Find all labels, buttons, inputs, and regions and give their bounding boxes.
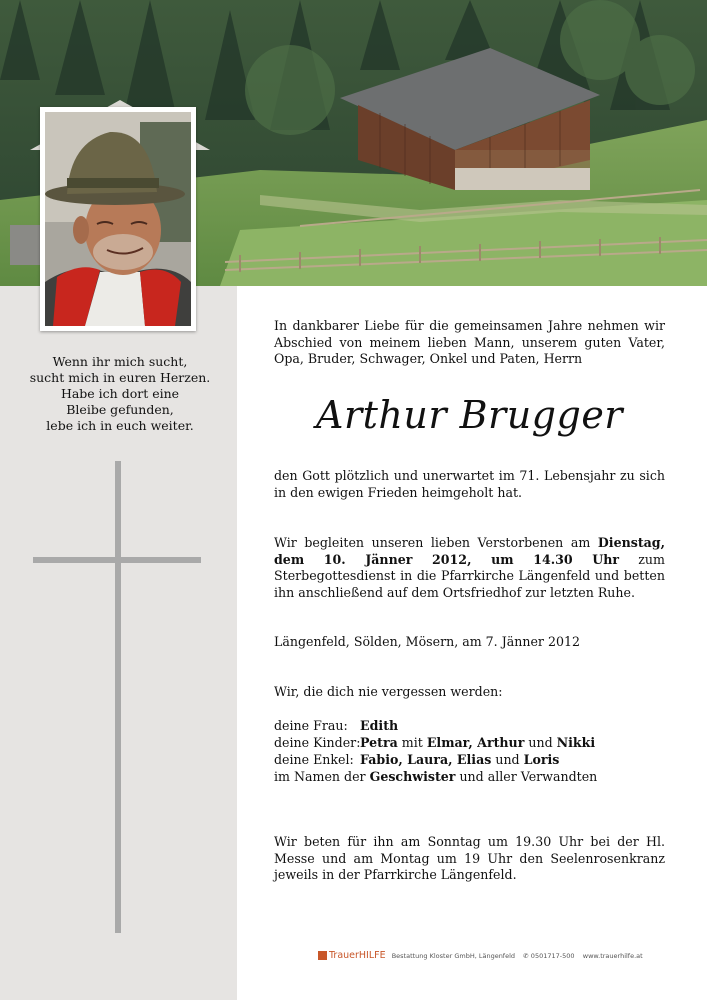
siblings-pre: im Namen der <box>274 769 370 784</box>
footer <box>318 950 658 961</box>
website-link[interactable]: www.trauerhilfe.at <box>582 952 643 960</box>
portrait-photo <box>40 107 196 331</box>
phone-number: ✆ 0501717-500 <box>523 952 575 960</box>
siblings-bold: Geschwister <box>369 769 456 784</box>
family-label: deine Frau: <box>274 718 348 733</box>
siblings-post: und aller Verwandten <box>455 769 598 784</box>
family-row-grandchildren <box>274 751 597 768</box>
family-member: Elmar, Arthur <box>426 735 525 750</box>
poem-line: Habe ich dort eine <box>60 386 180 401</box>
deceased-name: Arthur Brugger <box>316 393 623 437</box>
poem-line: sucht mich in euren Herzen. <box>29 370 211 385</box>
family-list <box>274 717 597 785</box>
family-label: deine Kinder: <box>274 735 361 750</box>
cross-icon-bar <box>33 557 201 563</box>
family-member: Loris <box>523 752 560 767</box>
mass-paragraph <box>274 834 665 884</box>
poem-line: lebe ich in euch weiter. <box>46 418 194 433</box>
intro-paragraph <box>274 318 665 368</box>
place-date <box>274 634 665 651</box>
connector-text: und <box>524 735 557 750</box>
family-row-siblings <box>274 768 597 785</box>
funeral-paragraph <box>274 535 665 601</box>
brand-name: TrauerHILFE <box>329 950 386 961</box>
funeral-text-end: zum Sterbegottesdienst in die Pfarrkirche Längenfeld und betten ihn anschließend auf dem Ortsfriedhof zur letzten Ruhe. <box>274 551 665 600</box>
poem-line: Bleibe gefunden, <box>66 402 174 417</box>
funeral-text-start: Wir begleiten unseren lieben Verstorbenen am <box>274 535 598 550</box>
mourners-intro-text: Wir, die dich nie vergessen werden: <box>274 684 503 699</box>
funeral-text <box>274 535 665 601</box>
family-member: Fabio, Laura, Elias <box>360 752 492 767</box>
family-row-wife <box>274 717 597 734</box>
funeral-date: Dienstag, dem 10. Jänner 2012, um 14.30 Uhr <box>274 535 665 567</box>
connector-text: mit <box>397 735 427 750</box>
mourners-intro <box>274 684 665 701</box>
family-row-children <box>274 734 597 751</box>
intro-text: In dankbarer Liebe für die gemeinsamen Jahre nehmen wir Abschied von meinem lieben Mann, unserem guten Vater, Opa, Bruder, Schwager, Onkel und Paten, Herrn <box>274 318 665 366</box>
death-paragraph <box>274 468 665 501</box>
family-member: Nikki <box>556 735 596 750</box>
death-text: den Gott plötzlich und unerwartet im 71. Lebensjahr zu sich in den ewigen Frieden heimgeholt hat. <box>274 468 665 500</box>
family-member: Edith <box>360 718 399 733</box>
cross-icon <box>115 461 121 933</box>
family-member: Petra <box>360 735 398 750</box>
mass-text: Wir beten für ihn am Sonntag um 19.30 Uhr bei der Hl. Messe und am Montag um 19 Uhr den Seelenrosenkranz jeweils in der Pfarrkirche Längenfeld. <box>274 834 665 882</box>
connector-text: und <box>491 752 524 767</box>
poem <box>20 354 220 434</box>
family-label: deine Enkel: <box>274 752 354 767</box>
brand-logo-icon <box>318 951 327 960</box>
company-name: Bestattung Kloster GmbH, Längenfeld <box>391 952 516 960</box>
poem-line: Wenn ihr mich sucht, <box>52 354 188 369</box>
place-date-text: Längenfeld, Sölden, Mösern, am 7. Jänner 2012 <box>274 634 580 649</box>
